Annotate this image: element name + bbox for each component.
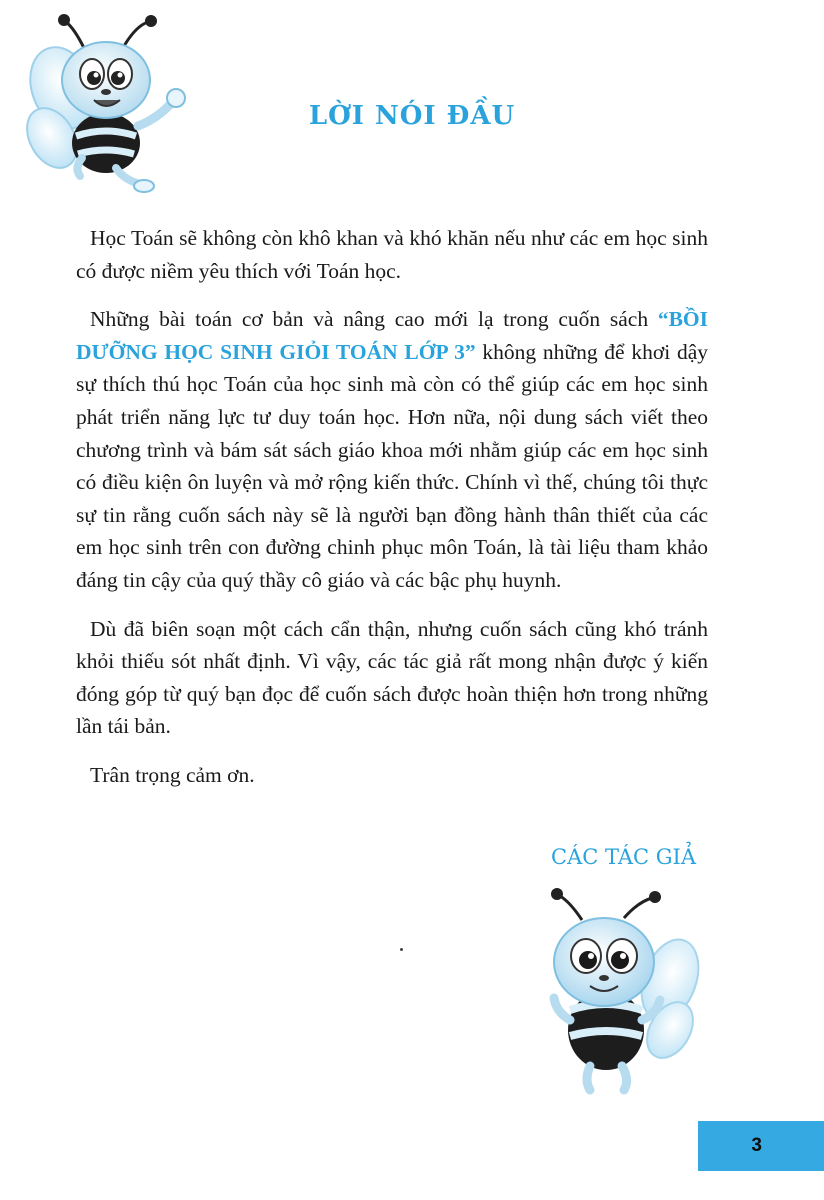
bee-smiling-icon <box>520 880 700 1100</box>
paragraph-1: Học Toán sẽ không còn khô khan và khó khăn nếu như các em học sinh có được niềm yêu thích với Toán học. <box>76 226 708 283</box>
paragraph-2-intro: Những bài toán cơ bản và nâng cao mới lạ trong cuốn sách <box>90 307 658 332</box>
page-title: LỜI NÓI ĐẦU <box>308 101 516 131</box>
paragraph-3: Dù đã biên soạn một cách cẩn thận, nhưng cuốn sách cũng khó tránh khỏi thiếu sót nhất định. Vì vậy, các tác giả rất mong nhận được ý kiến đóng góp từ quý bạn đọc để cuốn sách được hoàn thiện hơn trong những lần tái bản. <box>76 616 708 739</box>
paragraph-2 <box>76 303 708 596</box>
signature: CÁC TÁC GIẢ <box>551 845 696 869</box>
speck <box>400 948 403 951</box>
page-number: 3 <box>751 1135 762 1156</box>
book-title-highlight: “BỒI DƯỠNG HỌC SINH GIỎI TOÁN LỚP 3” <box>76 307 708 364</box>
preface-body <box>76 222 708 808</box>
paragraph-2-rest: không những để khơi dậy sự thích thú học Toán của học sinh mà còn có thể giúp các em học sinh phát triển năng lực tư duy toán học. Hơn nữa, nội dung sách viết theo chương trình và bám sát sách giáo khoa mới nhằm giúp các em học sinh có điều kiện ôn luyện và mở rộng kiến thức. Chính vì thế, chúng tôi thực sự tin rằng cuốn sách này sẽ là người bạn đồng hành thân thiết của các em học sinh trên con đường chinh phục môn Toán, là tài liệu tham khảo đáng tin cậy của quý thầy cô giáo và các bậc phụ huynh. <box>76 339 708 592</box>
paragraph-4: Trân trọng cảm ơn. <box>90 762 255 787</box>
page-number-tab <box>698 1121 824 1171</box>
